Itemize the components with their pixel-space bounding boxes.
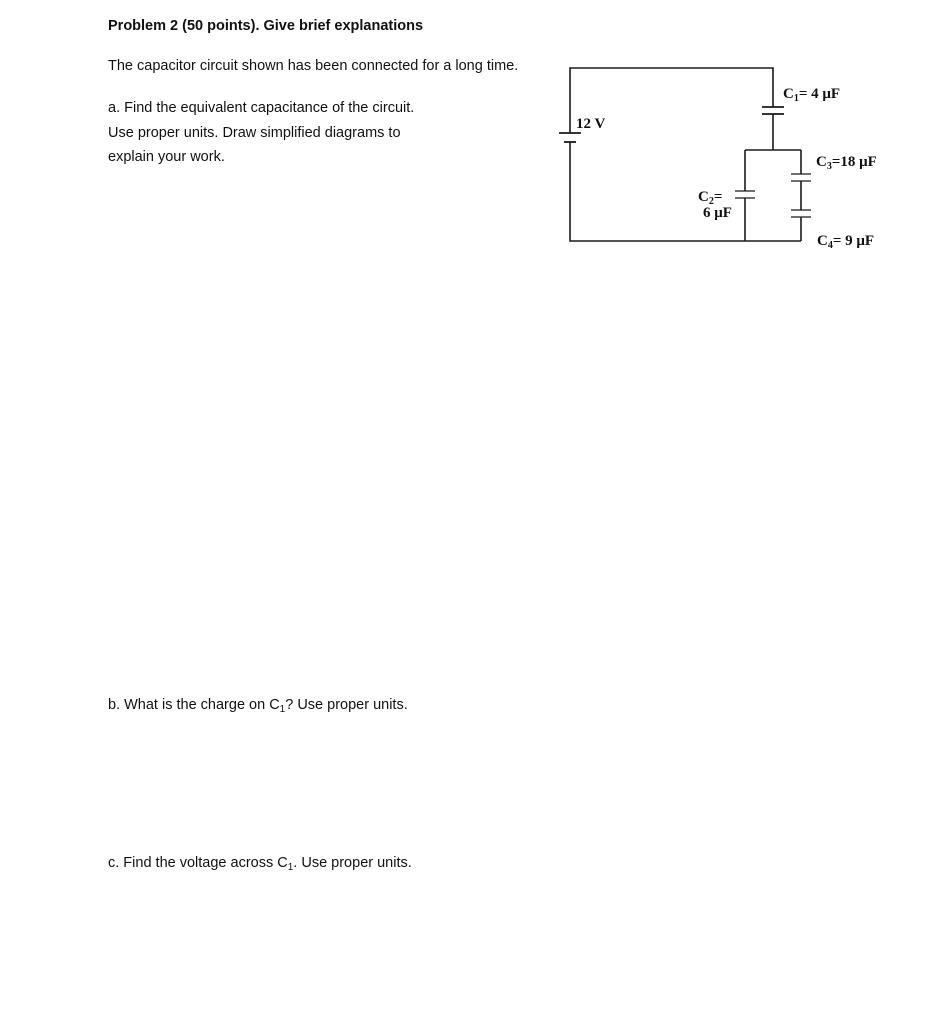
problem-intro: The capacitor circuit shown has been connected for a long time. xyxy=(108,58,519,74)
question-c-text: c. Find the voltage across C xyxy=(108,855,288,871)
wire-left-bottom xyxy=(570,142,801,241)
question-c-subscript: 1 xyxy=(287,862,294,873)
question-a-line-3: explain your work. xyxy=(108,149,225,165)
capacitor-circuit-diagram xyxy=(555,58,905,258)
question-b-text: b. What is the charge on C xyxy=(108,697,280,713)
question-b-text-end: ? Use proper units. xyxy=(285,697,408,713)
question-c xyxy=(108,854,412,874)
question-c-text-end: . Use proper units. xyxy=(293,855,412,871)
question-b xyxy=(108,696,408,716)
c2-value-label: 6 μF xyxy=(703,205,732,221)
c2-label: $C_2=$ xyxy=(698,189,723,207)
c1-label: $C_1= 4$ μF xyxy=(783,86,841,104)
question-a-line-1: a. Find the equivalent capacitance of the circuit. xyxy=(108,100,415,116)
problem-title: Problem 2 (50 points). Give brief explanations xyxy=(108,18,424,34)
question-a xyxy=(108,96,414,170)
c3-label: $C_3=18$ μF xyxy=(816,154,877,172)
battery-label: 12 V xyxy=(576,116,606,132)
question-b-subscript: 1 xyxy=(279,704,286,715)
question-a-line-2: Use proper units. Draw simplified diagrams to xyxy=(108,124,401,141)
c4-label: $C_4= 9$ μF xyxy=(817,233,875,251)
